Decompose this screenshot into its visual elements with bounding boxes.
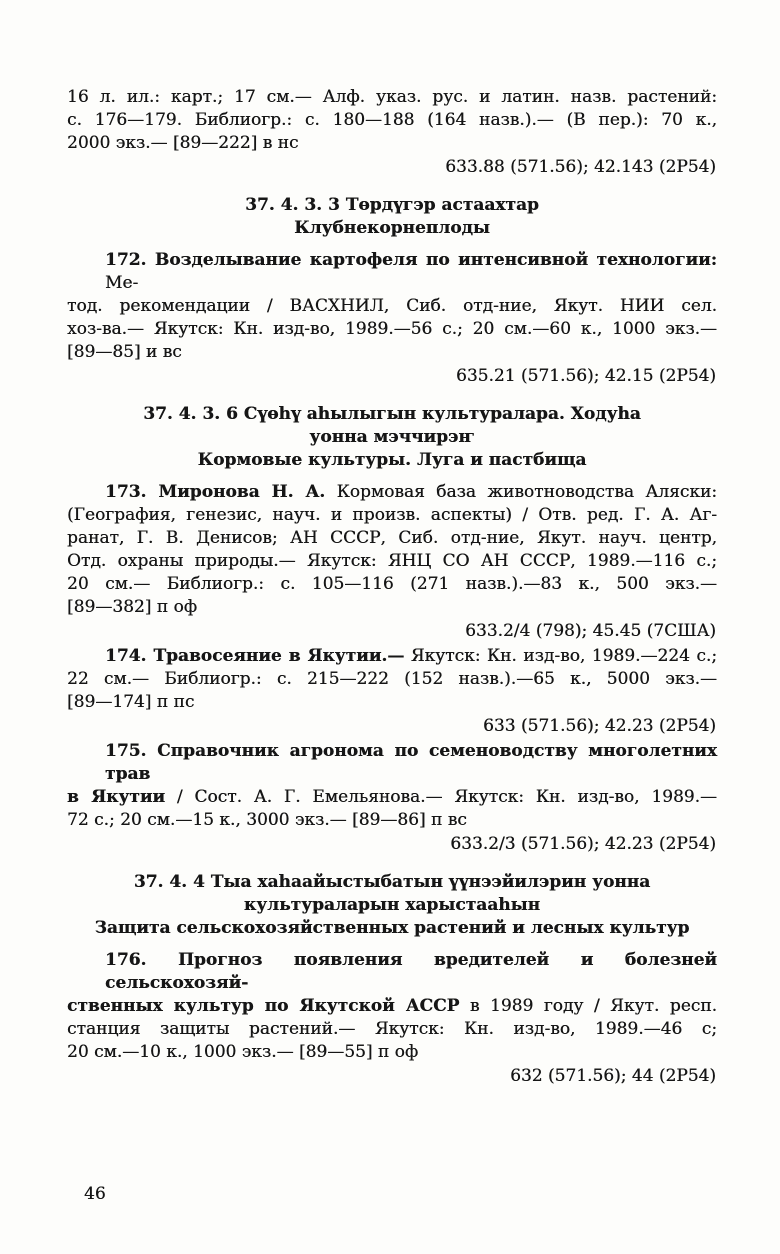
entry-text-line [67, 949, 717, 995]
entry-text-line [67, 740, 717, 786]
entry-text-line [67, 668, 717, 691]
classification-code: 632 (571.56); 44 (2Р54) [510, 1066, 716, 1086]
section-heading-tubers [67, 194, 717, 240]
entry-text-line [67, 786, 717, 809]
entry-text: [89—85] и вс [67, 342, 182, 362]
entry-text-line [67, 504, 717, 527]
entry-text-line [67, 527, 717, 550]
classification-code: 635.21 (571.56); 42.15 (2Р54) [456, 366, 716, 386]
entry-text: 16 л. ил.: карт.; 17 см.— Алф. указ. рус. и латин. назв. растений: [67, 87, 717, 107]
classification-code: 633 (571.56); 42.23 (2Р54) [483, 716, 716, 736]
entry-text: [89—382] п оф [67, 597, 198, 617]
entry-text: / Сост. А. Г. Емельянова.— Якутск: Кн. изд-во, 1989.— [165, 787, 717, 807]
section-heading-fodder-crops [67, 403, 717, 472]
section-heading-yakut: 37. 4. 3. 6 Сүөһү аһылыгын культуралара. Ходуһа [143, 404, 641, 424]
entry-text: Якутск: Кн. изд-во, 1989.—224 с.; [404, 646, 718, 666]
entry-text-line [67, 86, 717, 109]
entry-text: Отд. охраны природы.— Якутск: ЯНЦ СО АН СССР, 1989.—116 с.; [67, 551, 717, 571]
entry-text: 20 см.—10 к., 1000 экз.— [89—55] п оф [67, 1042, 419, 1062]
entry-175 [67, 740, 717, 856]
section-heading-yakut: 37. 4. 4 Тыа хаһаайыстыбатын үүнээйилэрин уонна [133, 872, 651, 892]
entry-text: ранат, Г. В. Денисов; АН СССР, Сиб. отд-ние, Якут. науч. центр, [67, 528, 717, 548]
entry-text: (География, генезис, науч. и произв. аспекты) / Отв. ред. Г. А. Аг- [67, 505, 717, 525]
section-heading-russian: Клубнекорнеплоды [294, 218, 490, 238]
entry-text: 72 с.; 20 см.—15 к., 3000 экз.— [89—86] п вс [67, 810, 467, 830]
entry-text-line [67, 995, 717, 1018]
entry-text: станция защиты растений.— Якутск: Кн. изд-во, 1989.—46 с; [67, 1019, 717, 1039]
section-heading-yakut: культураларын харыстааһын [243, 895, 541, 915]
section-heading-plant-protection [67, 871, 717, 940]
entry-text: [89—174] п пс [67, 692, 195, 712]
entry-text-line [67, 481, 717, 504]
entry-text-line [67, 596, 717, 619]
entry-text-line [67, 249, 717, 295]
entry-174 [67, 645, 717, 738]
entry-text: 20 см.— Библиогр.: с. 105—116 (271 назв.).—83 к., 500 экз.— [67, 574, 717, 594]
entry-text-line [67, 341, 717, 364]
entry-text: Ме- [105, 273, 139, 293]
entry-172 [67, 249, 717, 388]
page-number: 46 [84, 1184, 106, 1204]
entry-bold-text: ственных культур по Якутской АССР [67, 996, 460, 1016]
entry-text: Кормовая база животноводства Аляски: [325, 482, 718, 502]
entry-text: 2000 экз.— [89—222] в нс [67, 133, 299, 153]
classification-code: 633.2/3 (571.56); 42.23 (2Р54) [450, 834, 716, 854]
classification-code: 633.2/4 (798); 45.45 (7США) [465, 621, 716, 641]
entry-text: 22 см.— Библиогр.: с. 215—222 (152 назв.).—65 к., 5000 экз.— [67, 669, 717, 689]
bibliography-text-block [67, 86, 717, 1090]
entry-text: тод. рекомендации / ВАСХНИЛ, Сиб. отд-ние, Якут. НИИ сел. [67, 296, 717, 316]
entry-bold-text: 172. Возделывание картофеля по интенсивной технологии: [105, 250, 717, 270]
entry-text-line [67, 1041, 717, 1064]
entry-176 [67, 949, 717, 1088]
entry-text-line [67, 550, 717, 573]
entry-text-line [67, 691, 717, 714]
section-heading-russian: Кормовые культуры. Луга и пастбища [197, 450, 587, 470]
entry-continuation [67, 86, 717, 179]
entry-text-line [67, 295, 717, 318]
entry-bold-text: 176. Прогноз появления вредителей и болезней сельскохозяй- [105, 950, 717, 993]
section-heading-russian: Защита сельскохозяйственных растений и лесных культур [94, 918, 690, 938]
entry-text: в 1989 году / Якут. респ. [459, 996, 718, 1016]
entry-bold-text: 173. Миронова Н. А. [105, 482, 326, 502]
entry-text-line [67, 1018, 717, 1041]
entry-bold-text: в Якутии [67, 787, 166, 807]
section-heading-yakut: уонна мэччирэҥ [309, 427, 475, 447]
entry-text: с. 176—179. Библиогр.: с. 180—188 (164 назв.).— (В пер.): 70 к., [67, 110, 717, 130]
entry-bold-text: 175. Справочник агронома по семеноводству многолетних трав [105, 741, 717, 784]
entry-bold-text: 174. Травосеяние в Якутии.— [105, 646, 405, 666]
entry-text-line [67, 809, 717, 832]
entry-173 [67, 481, 717, 643]
entry-text-line [67, 645, 717, 668]
entry-text-line [67, 132, 717, 155]
entry-text-line [67, 109, 717, 132]
entry-text: хоз-ва.— Якутск: Кн. изд-во, 1989.—56 с.; 20 см.—60 к., 1000 экз.— [67, 319, 717, 339]
entry-text-line [67, 318, 717, 341]
section-heading-yakut: 37. 4. 3. 3 Төрдүгэр астаахтар [245, 195, 539, 215]
classification-code: 633.88 (571.56); 42.143 (2Р54) [445, 157, 716, 177]
entry-text-line [67, 573, 717, 596]
